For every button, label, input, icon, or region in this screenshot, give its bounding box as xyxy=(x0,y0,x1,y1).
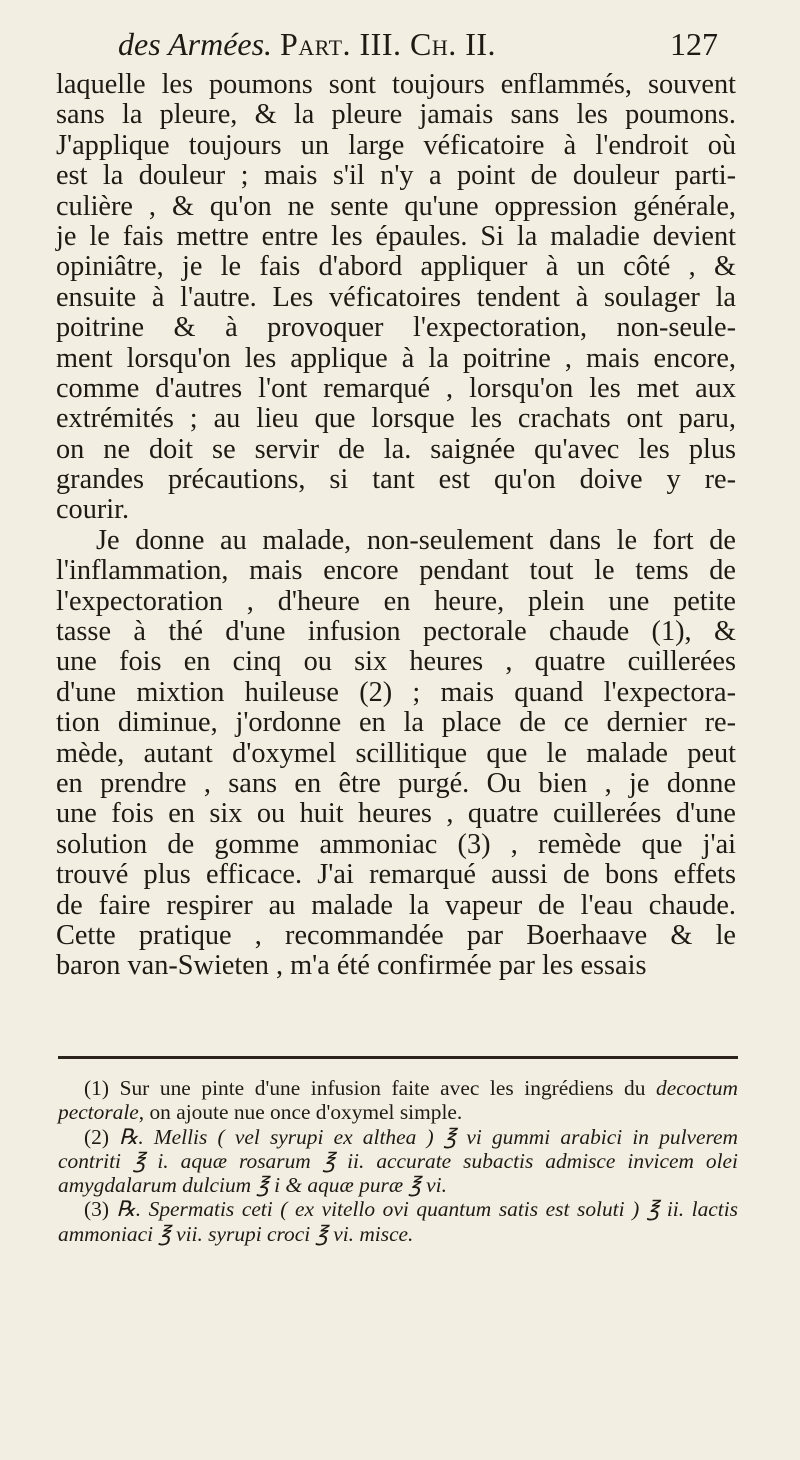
text-line: Je donne au malade, non-seulement dans le fort de xyxy=(96,524,736,556)
text-line: sans la pleure, & la pleure jamais sans les poumons. xyxy=(56,99,736,131)
header-section: Part. III. Ch. II. xyxy=(280,26,497,62)
text-line: en prendre , sans en être purgé. Ou bien , je donne xyxy=(56,767,736,799)
footnote-latin-term: decoctum pectorale xyxy=(58,1076,738,1125)
text-line: grandes précautions, si tant est qu'on doive y re- xyxy=(56,464,736,496)
text-line: est la douleur ; mais s'il n'y a point de douleur parti- xyxy=(56,160,736,192)
footnote-text-end: , on ajoute nue once d'oxymel simple. xyxy=(138,1100,463,1125)
text-line: on ne doit se servir de la. saignée qu'avec les plus xyxy=(56,433,736,465)
text-line: laquelle les poumons sont toujours enflammés, souvent xyxy=(56,69,736,100)
text-line: d'une mixtion huileuse (2) ; mais quand l'expectora- xyxy=(56,676,736,708)
text-line: tion diminue, j'ordonne en la place de ce dernier re- xyxy=(56,707,736,739)
text-line: tasse à thé d'une infusion pectorale chaude (1), & xyxy=(56,616,736,648)
text-line: ensuite à l'autre. Les véficatoires tendent à soulager la xyxy=(56,281,736,313)
text-line: extrémités ; au lieu que lorsque les crachats ont paru, xyxy=(56,403,736,435)
page-number: 127 xyxy=(670,26,718,62)
text-line: poitrine & à provoquer l'expectoration, non-seule- xyxy=(56,312,736,344)
footnote-marker: (1) xyxy=(84,1076,109,1100)
text-line: courir. xyxy=(56,494,130,526)
text-line: culière , & qu'on ne sente qu'une oppression générale, xyxy=(56,190,736,222)
footnote xyxy=(58,1076,738,1125)
footnote-divider xyxy=(58,1056,738,1059)
text-line: je le fais mettre entre les épaules. Si la maladie devient xyxy=(56,220,736,252)
text-line: solution de gomme ammoniac (3) , remède que j'ai xyxy=(56,828,736,860)
text-line: mède, autant d'oxymel scillitique que le malade peut xyxy=(56,737,736,769)
text-line: l'inflammation, mais encore pendant tout le tems de xyxy=(56,555,736,587)
footnote xyxy=(58,1125,738,1198)
header-title: des Armées. xyxy=(118,26,273,62)
text-line: J'applique toujours un large véficatoire à l'endroit où xyxy=(56,129,736,161)
text-line: une fois en cinq ou six heures , quatre cuillerées xyxy=(56,646,736,678)
footnote-marker: (3) xyxy=(84,1197,109,1222)
footnote-marker: (2) xyxy=(84,1124,109,1149)
footnote-text: ℞. Spermatis ceti ( ex vitello ovi quantum satis est soluti ) ℥ ii. lactis ammoniaci ℥ vii. syrupi croci ℥ vi. misce. xyxy=(58,1197,738,1246)
text-line: comme d'autres l'ont remarqué , lorsqu'on les met aux xyxy=(56,372,736,404)
footnote-text: ℞. Mellis ( vel syrupi ex althea ) ℥ vi gummi arabici in pulverem contriti ℥ i. aquæ rosarum ℥ ii. accurate subactis admisce invicem olei amygdalarum dulcium ℥ i & aquæ puræ ℥ vi. xyxy=(58,1124,738,1198)
main-text xyxy=(56,70,736,982)
text-line: opiniâtre, je le fais d'abord appliquer à un côté , & xyxy=(56,251,736,283)
text-line: trouvé plus efficace. J'ai remarqué aussi de bons effets xyxy=(56,859,736,891)
footnote-text: Sur une pinte d'une infusion faite avec les ingrédiens du xyxy=(108,1076,657,1100)
running-header xyxy=(118,16,718,72)
text-line: ment lorsqu'on les applique à la poitrine , mais encore, xyxy=(56,342,736,374)
text-line: de faire respirer au malade la vapeur de l'eau chaude. xyxy=(56,889,736,921)
footnote xyxy=(58,1197,738,1246)
text-line: l'expectoration , d'heure en heure, plein une petite xyxy=(56,585,736,617)
footnotes xyxy=(58,1076,738,1246)
text-line: Cette pratique , recommandée par Boerhaave & le xyxy=(56,919,736,951)
text-line: baron van-Swieten , m'a été confirmée par les essais xyxy=(56,950,647,982)
text-line: une fois en six ou huit heures , quatre cuillerées d'une xyxy=(56,798,736,830)
